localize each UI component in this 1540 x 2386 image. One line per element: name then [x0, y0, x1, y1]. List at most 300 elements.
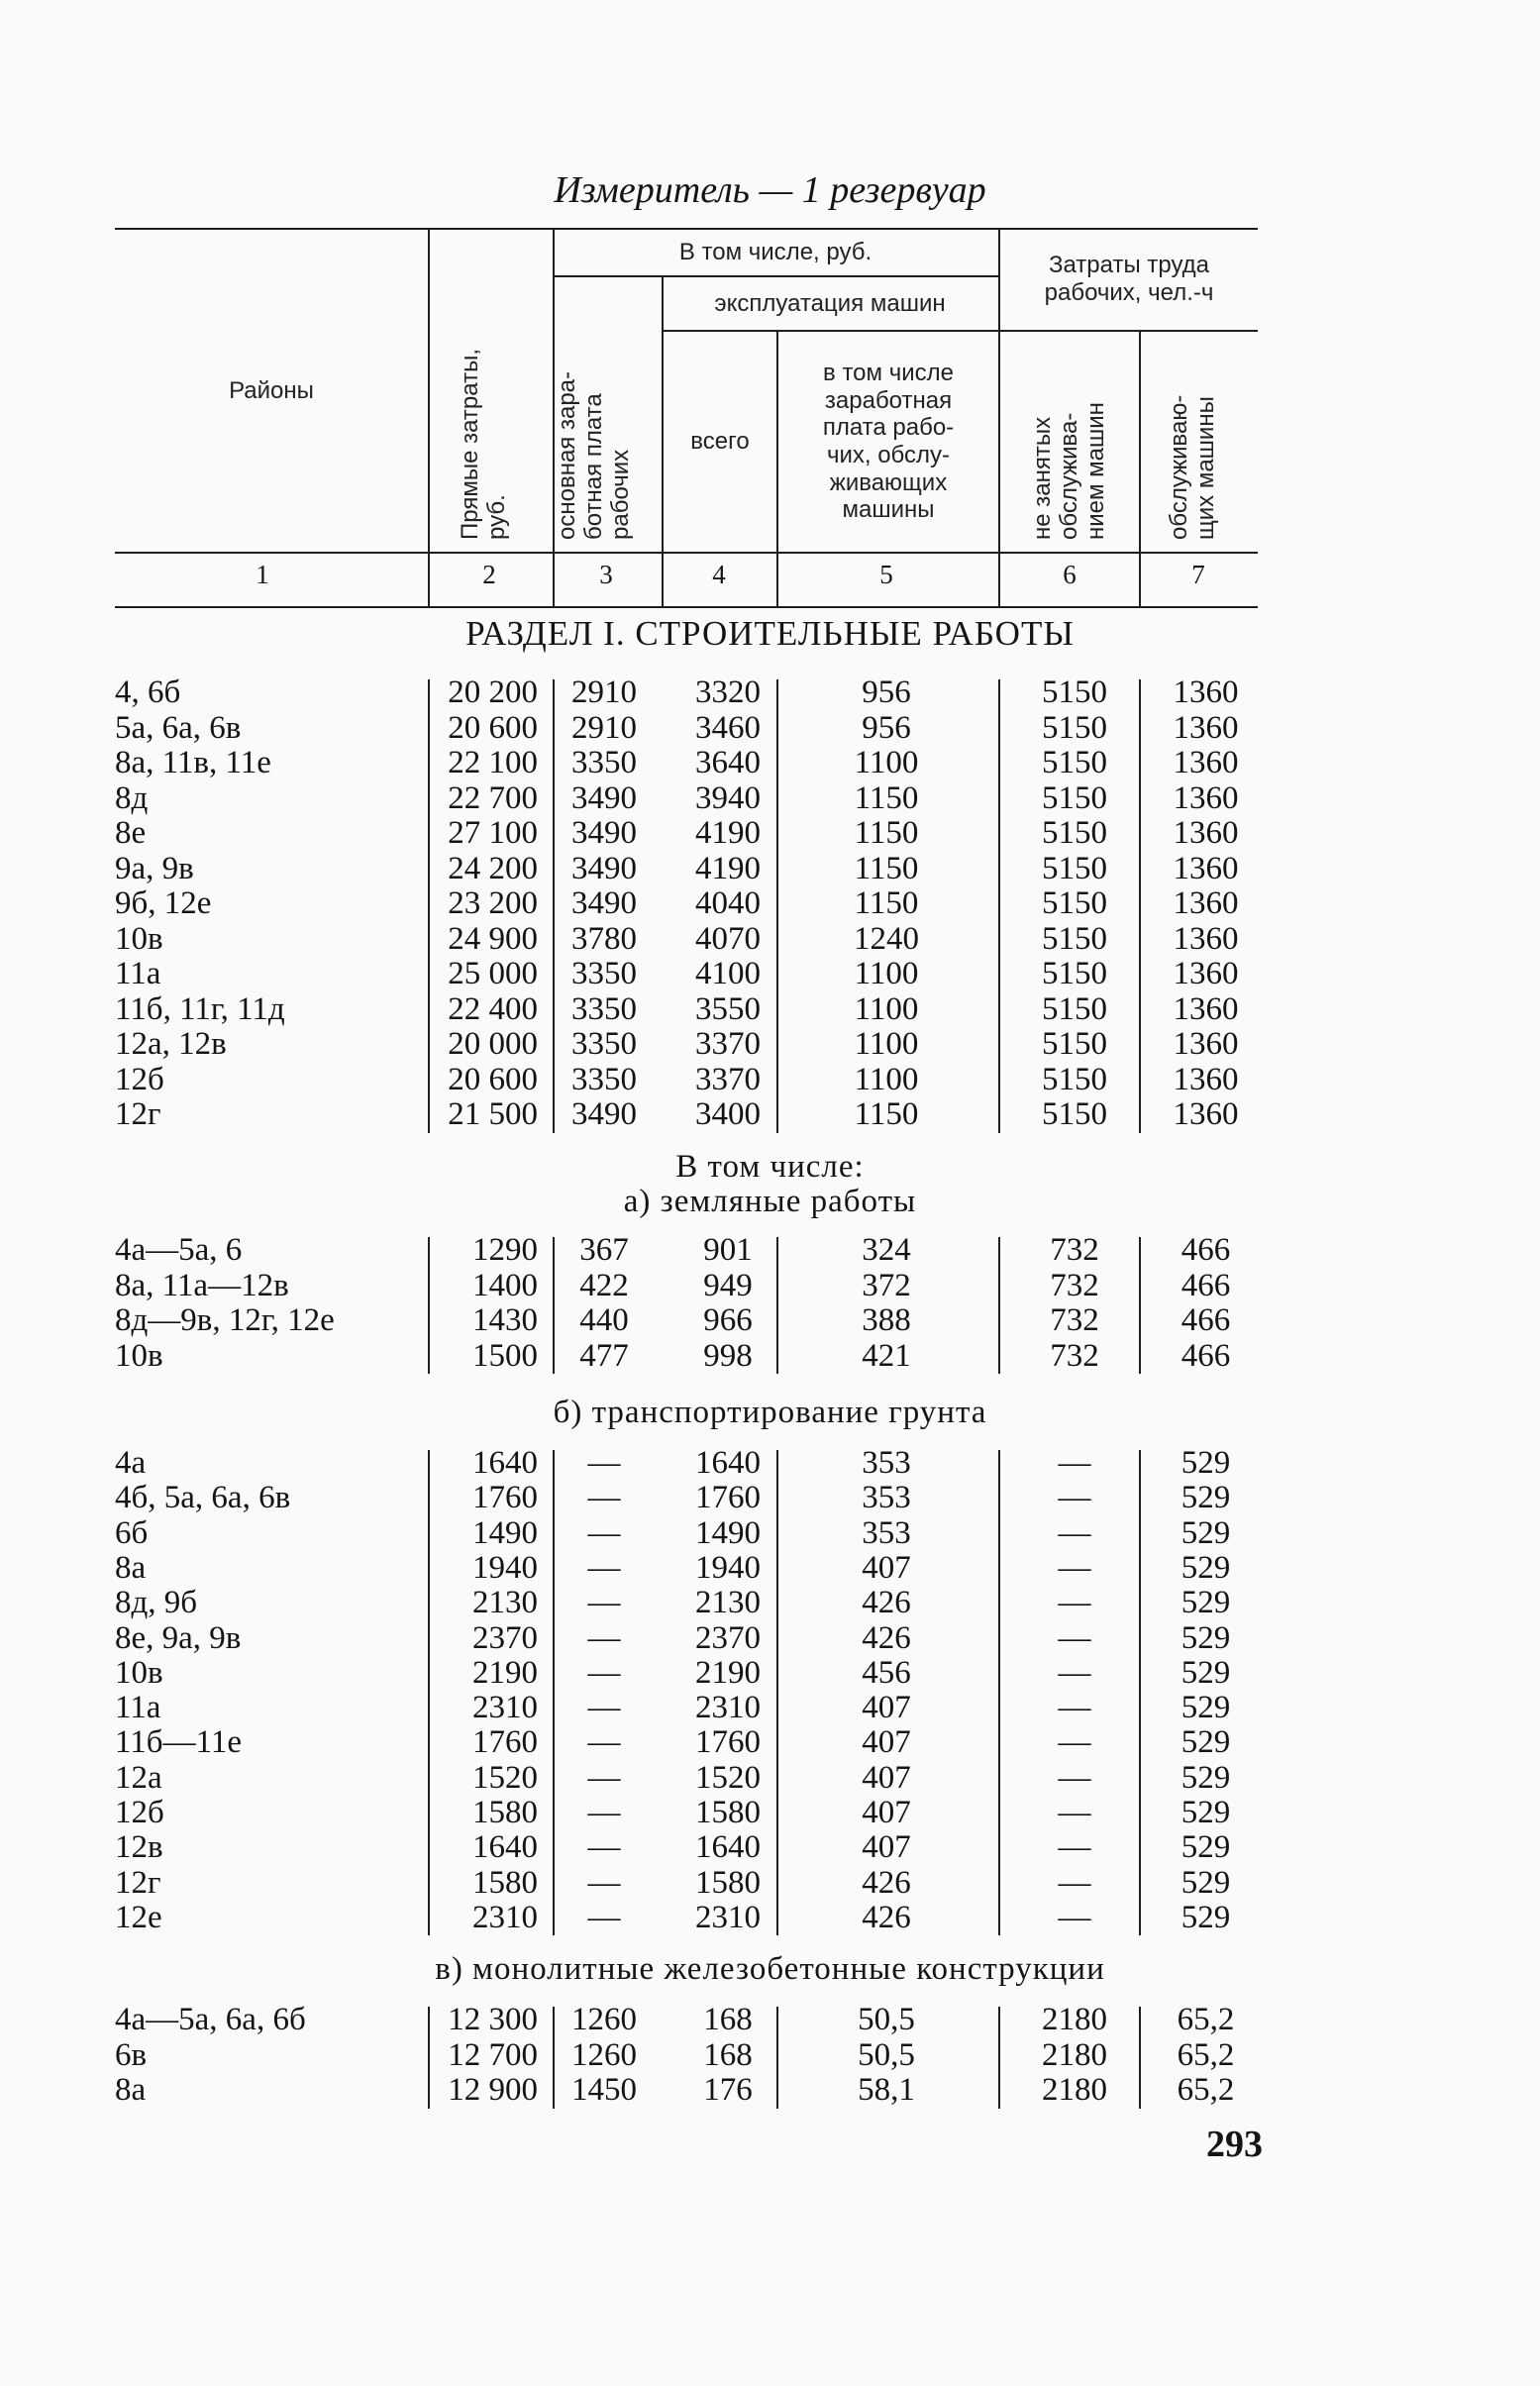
- direct-costs-cell: 1500: [472, 1337, 538, 1374]
- labor-not-machines-cell: 5150: [1042, 1026, 1107, 1062]
- labor-machines-cell: 65,2: [1177, 2072, 1235, 2108]
- district-cell: 12а: [115, 1759, 162, 1796]
- machines-total-cell: 1940: [695, 1549, 761, 1586]
- column-divider: [776, 1237, 778, 1374]
- header-labor-not-machines: не занятых обслужива- нием машин: [1029, 402, 1109, 540]
- direct-costs-cell: 1760: [472, 1480, 538, 1516]
- basic-wages-cell: 3350: [571, 956, 637, 991]
- column-divider: [776, 2007, 778, 2109]
- district-cell: 12в: [115, 1829, 163, 1866]
- machines-total-cell: 3460: [695, 709, 761, 746]
- machines-total-cell: 949: [703, 1267, 753, 1303]
- district-cell: 8а, 11в, 11е: [115, 745, 271, 780]
- labor-not-machines-cell: —: [1058, 1899, 1091, 1935]
- direct-costs-cell: 1490: [472, 1514, 538, 1551]
- table-row: [0, 1063, 1540, 1097]
- district-cell: 11б, 11г, 11д: [115, 990, 285, 1027]
- machines-total-cell: 3320: [695, 674, 761, 710]
- header-machines-total: всего: [690, 428, 750, 456]
- district-cell: 8а, 11а—12в: [115, 1267, 289, 1303]
- labor-machines-cell: 529: [1181, 1514, 1231, 1551]
- machine-wages-cell: 421: [862, 1337, 911, 1374]
- direct-costs-cell: 1580: [472, 1864, 538, 1901]
- machine-wages-cell: 1150: [854, 1096, 919, 1132]
- table-row: [0, 711, 1540, 746]
- column-divider: [998, 1450, 1000, 1935]
- district-cell: 8д—9в, 12г, 12е: [115, 1302, 335, 1338]
- labor-machines-cell: 529: [1181, 1619, 1231, 1656]
- machine-wages-cell: 426: [862, 1619, 911, 1656]
- labor-machines-cell: 1360: [1173, 1061, 1239, 1097]
- basic-wages-cell: 422: [579, 1267, 629, 1303]
- labor-machines-cell: 1360: [1173, 745, 1239, 780]
- labor-not-machines-cell: 2180: [1042, 2072, 1107, 2108]
- labor-machines-cell: 65,2: [1177, 2036, 1235, 2073]
- header-machine-operation: эксплуатация машин: [714, 289, 946, 317]
- table-row: [0, 1691, 1540, 1725]
- basic-wages-cell: 1450: [571, 2072, 637, 2108]
- direct-costs-cell: 24 200: [448, 850, 538, 886]
- basic-wages-cell: 1260: [571, 2036, 637, 2073]
- district-cell: 8е: [115, 815, 147, 851]
- machines-total-cell: 2370: [695, 1619, 761, 1656]
- header-bottom-rule: [115, 552, 1258, 554]
- basic-wages-cell: 2910: [571, 674, 637, 710]
- column-divider: [1139, 1450, 1141, 1935]
- direct-costs-cell: 22 700: [448, 779, 538, 816]
- labor-machines-cell: 1360: [1173, 709, 1239, 746]
- direct-costs-cell: 23 200: [448, 885, 538, 921]
- direct-costs-cell: 1940: [472, 1549, 538, 1586]
- column-divider: [428, 1450, 430, 1935]
- direct-costs-cell: 22 400: [448, 990, 538, 1027]
- header-divider-1: [428, 230, 430, 606]
- machines-total-cell: 176: [703, 2072, 753, 2108]
- table-row: [0, 1481, 1540, 1515]
- table-row: [0, 1621, 1540, 1656]
- labor-not-machines-cell: 5150: [1042, 815, 1107, 851]
- machines-total-cell: 1640: [695, 1445, 761, 1481]
- labor-not-machines-cell: 5150: [1042, 990, 1107, 1027]
- header-divider-6: [1139, 332, 1141, 606]
- labor-not-machines-cell: 5150: [1042, 779, 1107, 816]
- district-cell: 11а: [115, 1690, 161, 1726]
- direct-costs-cell: 1520: [472, 1759, 538, 1796]
- district-cell: 8д, 9б: [115, 1585, 198, 1621]
- machine-wages-cell: 388: [862, 1302, 911, 1338]
- column-number: 3: [599, 560, 613, 589]
- table-row: [0, 2038, 1540, 2073]
- basic-wages-cell: 3780: [571, 920, 637, 957]
- machine-wages-cell: 1240: [854, 920, 919, 957]
- labor-not-machines-cell: —: [1058, 1759, 1091, 1796]
- machines-total-cell: 1760: [695, 1724, 761, 1761]
- direct-costs-cell: 2190: [472, 1654, 538, 1691]
- district-cell: 12е: [115, 1899, 162, 1935]
- column-divider: [998, 1237, 1000, 1374]
- machines-total-cell: 998: [703, 1337, 753, 1374]
- district-cell: 9а, 9в: [115, 850, 194, 886]
- district-cell: 4а—5а, 6: [115, 1232, 243, 1268]
- labor-not-machines-cell: 2180: [1042, 2002, 1107, 2037]
- subsection-earthworks: а) земляные работы: [623, 1184, 917, 1219]
- column-divider: [553, 2007, 555, 2109]
- table-row: [0, 1339, 1540, 1374]
- labor-machines-cell: 529: [1181, 1480, 1231, 1516]
- table-row: [0, 1901, 1540, 1935]
- labor-machines-cell: 466: [1181, 1302, 1231, 1338]
- machines-total-cell: 3550: [695, 990, 761, 1027]
- labor-not-machines-cell: 732: [1050, 1337, 1099, 1374]
- machine-wages-cell: 426: [862, 1899, 911, 1935]
- including-label: В том числе:: [675, 1149, 865, 1185]
- table-row: [0, 2003, 1540, 2037]
- labor-machines-cell: 529: [1181, 1759, 1231, 1796]
- basic-wages-cell: —: [587, 1480, 621, 1516]
- machines-total-cell: 2310: [695, 1690, 761, 1726]
- labor-not-machines-cell: 5150: [1042, 1096, 1107, 1132]
- column-number: 6: [1063, 560, 1077, 589]
- column-number: 5: [879, 560, 893, 589]
- machine-wages-cell: 456: [862, 1654, 911, 1691]
- labor-not-machines-cell: 2180: [1042, 2036, 1107, 2073]
- table-row: [0, 1866, 1540, 1901]
- district-cell: 4, 6б: [115, 674, 181, 710]
- district-cell: 4б, 5а, 6а, 6в: [115, 1480, 291, 1516]
- basic-wages-cell: 367: [579, 1232, 629, 1268]
- direct-costs-cell: 20 600: [448, 1061, 538, 1097]
- labor-machines-cell: 529: [1181, 1829, 1231, 1866]
- machines-total-cell: 966: [703, 1302, 753, 1338]
- machines-total-cell: 2190: [695, 1654, 761, 1691]
- table-row: [0, 1725, 1540, 1760]
- machines-total-cell: 4040: [695, 885, 761, 921]
- direct-costs-cell: 1580: [472, 1795, 538, 1830]
- district-cell: 10в: [115, 1654, 163, 1691]
- basic-wages-cell: —: [587, 1514, 621, 1551]
- labor-not-machines-cell: 5150: [1042, 745, 1107, 780]
- machines-total-cell: 1580: [695, 1795, 761, 1830]
- table-row: [0, 2073, 1540, 2108]
- machines-total-cell: 4100: [695, 956, 761, 991]
- machines-total-cell: 1580: [695, 1864, 761, 1901]
- basic-wages-cell: 3490: [571, 850, 637, 886]
- labor-machines-cell: 529: [1181, 1864, 1231, 1901]
- column-number: 4: [712, 560, 726, 589]
- basic-wages-cell: 3490: [571, 779, 637, 816]
- direct-costs-cell: 2310: [472, 1690, 538, 1726]
- machines-total-cell: 3370: [695, 1061, 761, 1097]
- machines-total-cell: 4070: [695, 920, 761, 957]
- table-row: [0, 922, 1540, 957]
- machines-total-cell: 168: [703, 2036, 753, 2073]
- header-districts: Районы: [229, 376, 314, 404]
- district-cell: 12г: [115, 1864, 161, 1901]
- machines-total-cell: 2310: [695, 1899, 761, 1935]
- labor-machines-cell: 529: [1181, 1549, 1231, 1586]
- basic-wages-cell: 3350: [571, 745, 637, 780]
- column-divider: [776, 1450, 778, 1935]
- header-labor-group: Затраты труда рабочих, чел.-ч: [1044, 252, 1214, 306]
- machines-total-cell: 2130: [695, 1585, 761, 1621]
- basic-wages-cell: —: [587, 1899, 621, 1935]
- direct-costs-cell: 2310: [472, 1899, 538, 1935]
- machine-wages-cell: 407: [862, 1795, 911, 1830]
- labor-not-machines-cell: —: [1058, 1690, 1091, 1726]
- basic-wages-cell: —: [587, 1585, 621, 1621]
- machine-wages-cell: 372: [862, 1267, 911, 1303]
- direct-costs-cell: 1760: [472, 1724, 538, 1761]
- machine-wages-cell: 1150: [854, 850, 919, 886]
- labor-machines-cell: 529: [1181, 1899, 1231, 1935]
- table-row: [0, 675, 1540, 710]
- machines-total-cell: 1640: [695, 1829, 761, 1866]
- direct-costs-cell: 1640: [472, 1829, 538, 1866]
- district-cell: 6в: [115, 2036, 148, 2073]
- machine-wages-cell: 353: [862, 1480, 911, 1516]
- machine-wages-cell: 1100: [854, 1026, 919, 1062]
- subsection-concrete: в) монолитные железобетонные конструкции: [435, 1951, 1105, 1987]
- district-cell: 5а, 6а, 6в: [115, 709, 242, 746]
- direct-costs-cell: 2370: [472, 1619, 538, 1656]
- labor-machines-cell: 529: [1181, 1724, 1231, 1761]
- column-divider: [1139, 679, 1141, 1133]
- table-row: [0, 746, 1540, 780]
- basic-wages-cell: —: [587, 1829, 621, 1866]
- machines-total-cell: 1490: [695, 1514, 761, 1551]
- district-cell: 8а: [115, 2072, 147, 2108]
- labor-not-machines-cell: 5150: [1042, 1061, 1107, 1097]
- table-row: [0, 816, 1540, 851]
- machine-wages-cell: 956: [862, 674, 911, 710]
- section-title: РАЗДЕЛ I. СТРОИТЕЛЬНЫЕ РАБОТЫ: [465, 614, 1075, 653]
- labor-not-machines-cell: —: [1058, 1480, 1091, 1516]
- machine-wages-cell: 1100: [854, 1061, 919, 1097]
- labor-machines-cell: 1360: [1173, 990, 1239, 1027]
- district-cell: 4а: [115, 1445, 147, 1481]
- district-cell: 12б: [115, 1061, 164, 1097]
- labor-machines-cell: 466: [1181, 1267, 1231, 1303]
- basic-wages-cell: 477: [579, 1337, 629, 1374]
- column-divider: [428, 679, 430, 1133]
- labor-machines-cell: 466: [1181, 1232, 1231, 1268]
- machines-total-cell: 3400: [695, 1096, 761, 1132]
- direct-costs-cell: 12 300: [448, 2002, 538, 2037]
- machine-wages-cell: 353: [862, 1514, 911, 1551]
- direct-costs-cell: 1430: [472, 1302, 538, 1338]
- direct-costs-cell: 1290: [472, 1232, 538, 1268]
- direct-costs-cell: 21 500: [448, 1096, 538, 1132]
- table-row: [0, 1233, 1540, 1268]
- labor-not-machines-cell: 732: [1050, 1267, 1099, 1303]
- table-row: [0, 886, 1540, 921]
- district-cell: 8а: [115, 1549, 147, 1586]
- labor-machines-cell: 1360: [1173, 956, 1239, 991]
- labor-not-machines-cell: —: [1058, 1514, 1091, 1551]
- direct-costs-cell: 20 000: [448, 1026, 538, 1062]
- machines-total-cell: 4190: [695, 850, 761, 886]
- machine-wages-cell: 50,5: [858, 2002, 915, 2037]
- machine-wages-cell: 956: [862, 709, 911, 746]
- machine-wages-cell: 324: [862, 1232, 911, 1268]
- labor-not-machines-cell: 5150: [1042, 956, 1107, 991]
- labor-machines-cell: 1360: [1173, 779, 1239, 816]
- table-row: [0, 1516, 1540, 1551]
- direct-costs-cell: 1640: [472, 1445, 538, 1481]
- machines-total-cell: 3370: [695, 1026, 761, 1062]
- district-cell: 10в: [115, 920, 163, 957]
- district-cell: 11б—11е: [115, 1724, 242, 1761]
- table-row: [0, 1761, 1540, 1796]
- labor-not-machines-cell: —: [1058, 1724, 1091, 1761]
- labor-not-machines-cell: —: [1058, 1829, 1091, 1866]
- column-number: 1: [256, 560, 269, 589]
- header-machine-wages: в том числе заработная плата рабо- чих, обслу- живающих машины: [822, 360, 955, 524]
- column-divider: [998, 679, 1000, 1133]
- table-row: [0, 992, 1540, 1027]
- basic-wages-cell: —: [587, 1759, 621, 1796]
- header-labor-machines: обслуживаю- щих машины: [1166, 394, 1219, 540]
- labor-machines-cell: 529: [1181, 1654, 1231, 1691]
- machines-total-cell: 168: [703, 2002, 753, 2037]
- district-cell: 12г: [115, 1096, 161, 1132]
- labor-machines-cell: 529: [1181, 1795, 1231, 1830]
- district-cell: 9б, 12е: [115, 885, 212, 921]
- machine-wages-cell: 353: [862, 1445, 911, 1481]
- table-row: [0, 1303, 1540, 1338]
- labor-machines-cell: 65,2: [1177, 2002, 1235, 2037]
- machine-wages-cell: 1100: [854, 990, 919, 1027]
- machine-wages-cell: 1100: [854, 956, 919, 991]
- basic-wages-cell: —: [587, 1795, 621, 1830]
- direct-costs-cell: 22 100: [448, 745, 538, 780]
- subsection-soil-transport: б) транспортирование грунта: [553, 1395, 987, 1430]
- table-row: [0, 852, 1540, 886]
- column-divider: [1139, 2007, 1141, 2109]
- basic-wages-cell: 3490: [571, 1096, 637, 1132]
- labor-not-machines-cell: 5150: [1042, 885, 1107, 921]
- machines-total-cell: 3940: [695, 779, 761, 816]
- direct-costs-cell: 25 000: [448, 956, 538, 991]
- direct-costs-cell: 27 100: [448, 815, 538, 851]
- district-cell: 10в: [115, 1337, 163, 1374]
- column-divider: [998, 2007, 1000, 2109]
- labor-machines-cell: 1360: [1173, 885, 1239, 921]
- machine-wages-cell: 407: [862, 1690, 911, 1726]
- basic-wages-cell: 440: [579, 1302, 629, 1338]
- page-number: 293: [1206, 2124, 1263, 2165]
- basic-wages-cell: 2910: [571, 709, 637, 746]
- labor-machines-cell: 1360: [1173, 674, 1239, 710]
- header-including-group: В том числе, руб.: [678, 239, 873, 266]
- labor-machines-cell: 1360: [1173, 1026, 1239, 1062]
- machine-wages-cell: 407: [862, 1759, 911, 1796]
- district-cell: 4а—5а, 6а, 6б: [115, 2002, 306, 2037]
- labor-machines-cell: 1360: [1173, 850, 1239, 886]
- column-divider: [1139, 1237, 1141, 1374]
- basic-wages-cell: —: [587, 1445, 621, 1481]
- machines-total-cell: 4190: [695, 815, 761, 851]
- table-row: [0, 1027, 1540, 1062]
- direct-costs-cell: 2130: [472, 1585, 538, 1621]
- table-row: [0, 1586, 1540, 1620]
- basic-wages-cell: —: [587, 1864, 621, 1901]
- machines-total-cell: 3640: [695, 745, 761, 780]
- direct-costs-cell: 1400: [472, 1267, 538, 1303]
- column-divider: [553, 1237, 555, 1374]
- labor-machines-cell: 1360: [1173, 920, 1239, 957]
- table-row: [0, 957, 1540, 991]
- basic-wages-cell: —: [587, 1654, 621, 1691]
- direct-costs-cell: 20 200: [448, 674, 538, 710]
- district-cell: 11а: [115, 956, 161, 991]
- district-cell: 8д: [115, 779, 149, 816]
- column-divider: [776, 679, 778, 1133]
- labor-not-machines-cell: —: [1058, 1795, 1091, 1830]
- district-cell: 12а, 12в: [115, 1026, 227, 1062]
- district-cell: 8е, 9а, 9в: [115, 1619, 242, 1656]
- table-row: [0, 1796, 1540, 1830]
- table-row: [0, 1446, 1540, 1481]
- labor-machines-cell: 466: [1181, 1337, 1231, 1374]
- labor-not-machines-cell: —: [1058, 1585, 1091, 1621]
- table-row: [0, 781, 1540, 816]
- machines-total-cell: 901: [703, 1232, 753, 1268]
- basic-wages-cell: —: [587, 1549, 621, 1586]
- basic-wages-cell: —: [587, 1724, 621, 1761]
- table-row: [0, 1656, 1540, 1691]
- basic-wages-cell: 3350: [571, 990, 637, 1027]
- machine-wages-cell: 1100: [854, 745, 919, 780]
- basic-wages-cell: 3350: [571, 1061, 637, 1097]
- machines-total-cell: 1520: [695, 1759, 761, 1796]
- labor-machines-cell: 529: [1181, 1690, 1231, 1726]
- direct-costs-cell: 24 900: [448, 920, 538, 957]
- basic-wages-cell: —: [587, 1619, 621, 1656]
- labor-machines-cell: 529: [1181, 1585, 1231, 1621]
- machine-wages-cell: 426: [862, 1864, 911, 1901]
- table-row: [0, 1097, 1540, 1132]
- labor-not-machines-cell: 732: [1050, 1302, 1099, 1338]
- column-number: 7: [1191, 560, 1205, 589]
- labor-not-machines-cell: 732: [1050, 1232, 1099, 1268]
- labor-not-machines-cell: 5150: [1042, 920, 1107, 957]
- labor-not-machines-cell: —: [1058, 1654, 1091, 1691]
- column-divider: [428, 1237, 430, 1374]
- labor-not-machines-cell: —: [1058, 1864, 1091, 1901]
- header-basic-wages: основная зара- ботная плата рабочих: [554, 370, 634, 540]
- basic-wages-cell: 1260: [571, 2002, 637, 2037]
- machine-wages-cell: 1150: [854, 779, 919, 816]
- table-row: [0, 1551, 1540, 1586]
- column-divider: [553, 1450, 555, 1935]
- labor-machines-cell: 1360: [1173, 815, 1239, 851]
- direct-costs-cell: 12 700: [448, 2036, 538, 2073]
- labor-not-machines-cell: 5150: [1042, 850, 1107, 886]
- column-divider: [553, 679, 555, 1133]
- labor-not-machines-cell: —: [1058, 1619, 1091, 1656]
- district-cell: 6б: [115, 1514, 149, 1551]
- basic-wages-cell: —: [587, 1690, 621, 1726]
- machine-wages-cell: 407: [862, 1549, 911, 1586]
- labor-not-machines-cell: 5150: [1042, 709, 1107, 746]
- labor-not-machines-cell: —: [1058, 1549, 1091, 1586]
- labor-machines-cell: 1360: [1173, 1096, 1239, 1132]
- direct-costs-cell: 12 900: [448, 2072, 538, 2108]
- basic-wages-cell: 3490: [571, 885, 637, 921]
- column-divider: [428, 2007, 430, 2109]
- column-number: 2: [482, 560, 496, 589]
